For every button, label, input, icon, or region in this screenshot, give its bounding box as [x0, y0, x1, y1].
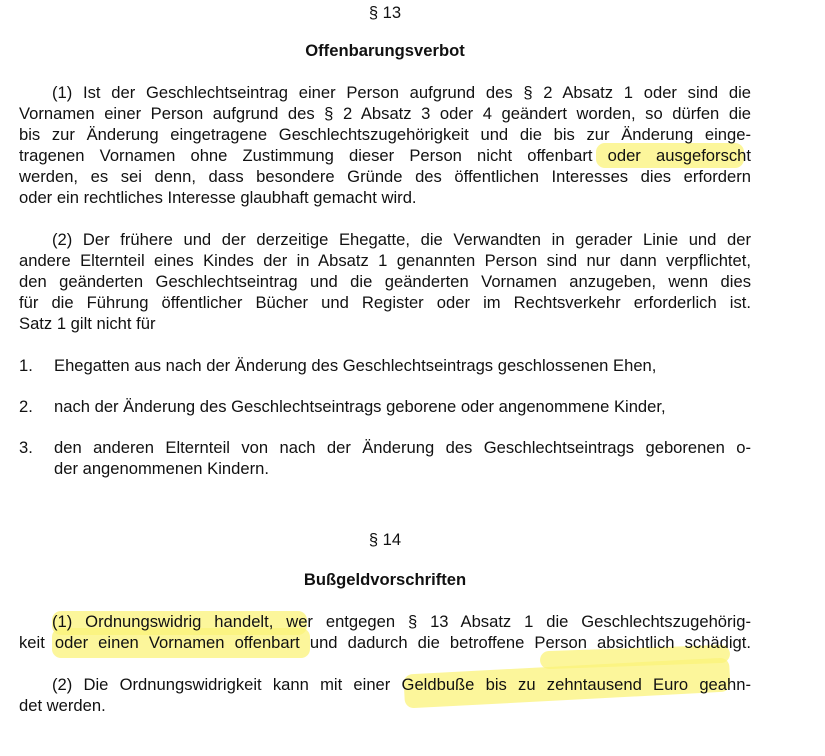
s13-p2-line-4: für die Führung öffentlicher Bücher und Register oder im Rechtsverkehr erforderlich ist. — [19, 293, 751, 312]
s13-p1-line-2: Vornamen einer Person aufgrund des § 2 Absatz 3 oder 4 geändert worden, so dürfen die — [19, 104, 751, 123]
section-14-number: § 14 — [368, 530, 402, 549]
list-item-text-continued: der angenommenen Kindern. — [54, 459, 269, 478]
list-item-3 — [19, 438, 751, 479]
s13-p1-line-3: bis zur Änderung eingetragene Geschlechtszugehörigkeit und die bis zur Änderung einge- — [19, 125, 751, 144]
s13-p2-line-5: Satz 1 gilt nicht für — [19, 314, 156, 333]
list-item-text: den anderen Elternteil von nach der Änderung des Geschlechtseintrags geborenen o- — [54, 438, 751, 457]
s13-p1-line-6: oder ein rechtliches Interesse glaubhaft gemacht wird. — [19, 188, 417, 207]
section-13-number: § 13 — [368, 3, 402, 22]
s13-p1-line-4: tragenen Vornamen ohne Zustimmung dieser Person nicht offenbart oder ausgeforscht — [19, 146, 751, 165]
list-item-number: 1. — [19, 356, 33, 375]
section-14-title: Bußgeldvorschriften — [303, 570, 467, 589]
s14-p1-line-2: keit oder einen Vornamen offenbart und dadurch die betroffene Person absichtlich schädigt. — [19, 633, 751, 652]
s13-p2-line-1: (2) Der frühere und der derzeitige Ehegatte, die Verwandten in gerader Linie und der — [52, 230, 751, 249]
list-item-text: nach der Änderung des Geschlechtseintrags geborene oder angenommene Kinder, — [54, 397, 666, 416]
list-item-text: Ehegatten aus nach der Änderung des Geschlechtseintrags geschlossenen Ehen, — [54, 356, 657, 375]
s13-p2-line-3: den geänderten Geschlechtseintrag und die geänderten Vornamen anzugeben, wenn dies — [19, 272, 751, 291]
list-item-number: 3. — [19, 438, 33, 457]
section-13-title: Offenbarungsverbot — [305, 41, 465, 60]
list-item-1 — [19, 356, 751, 376]
s14-p1-line-1: (1) Ordnungswidrig handelt, wer entgegen § 13 Absatz 1 die Geschlechtszugehörig- — [52, 612, 751, 631]
s13-p1-line-1: (1) Ist der Geschlechtseintrag einer Person aufgrund des § 2 Absatz 1 oder sind die — [52, 83, 751, 102]
s13-p1-line-5: werden, es sei denn, dass besondere Gründe des öffentlichen Interesses dies erfordern — [19, 167, 751, 186]
s14-p2-line-2: det werden. — [19, 696, 106, 715]
s14-p2-line-1: (2) Die Ordnungswidrigkeit kann mit einer Geldbuße bis zu zehntausend Euro geahn- — [52, 675, 751, 694]
list-item-2 — [19, 397, 751, 417]
list-item-number: 2. — [19, 397, 33, 416]
s13-p2-line-2: andere Elternteil eines Kindes der in Absatz 1 genannten Person sind nur dann verpflichtet, — [19, 251, 751, 270]
